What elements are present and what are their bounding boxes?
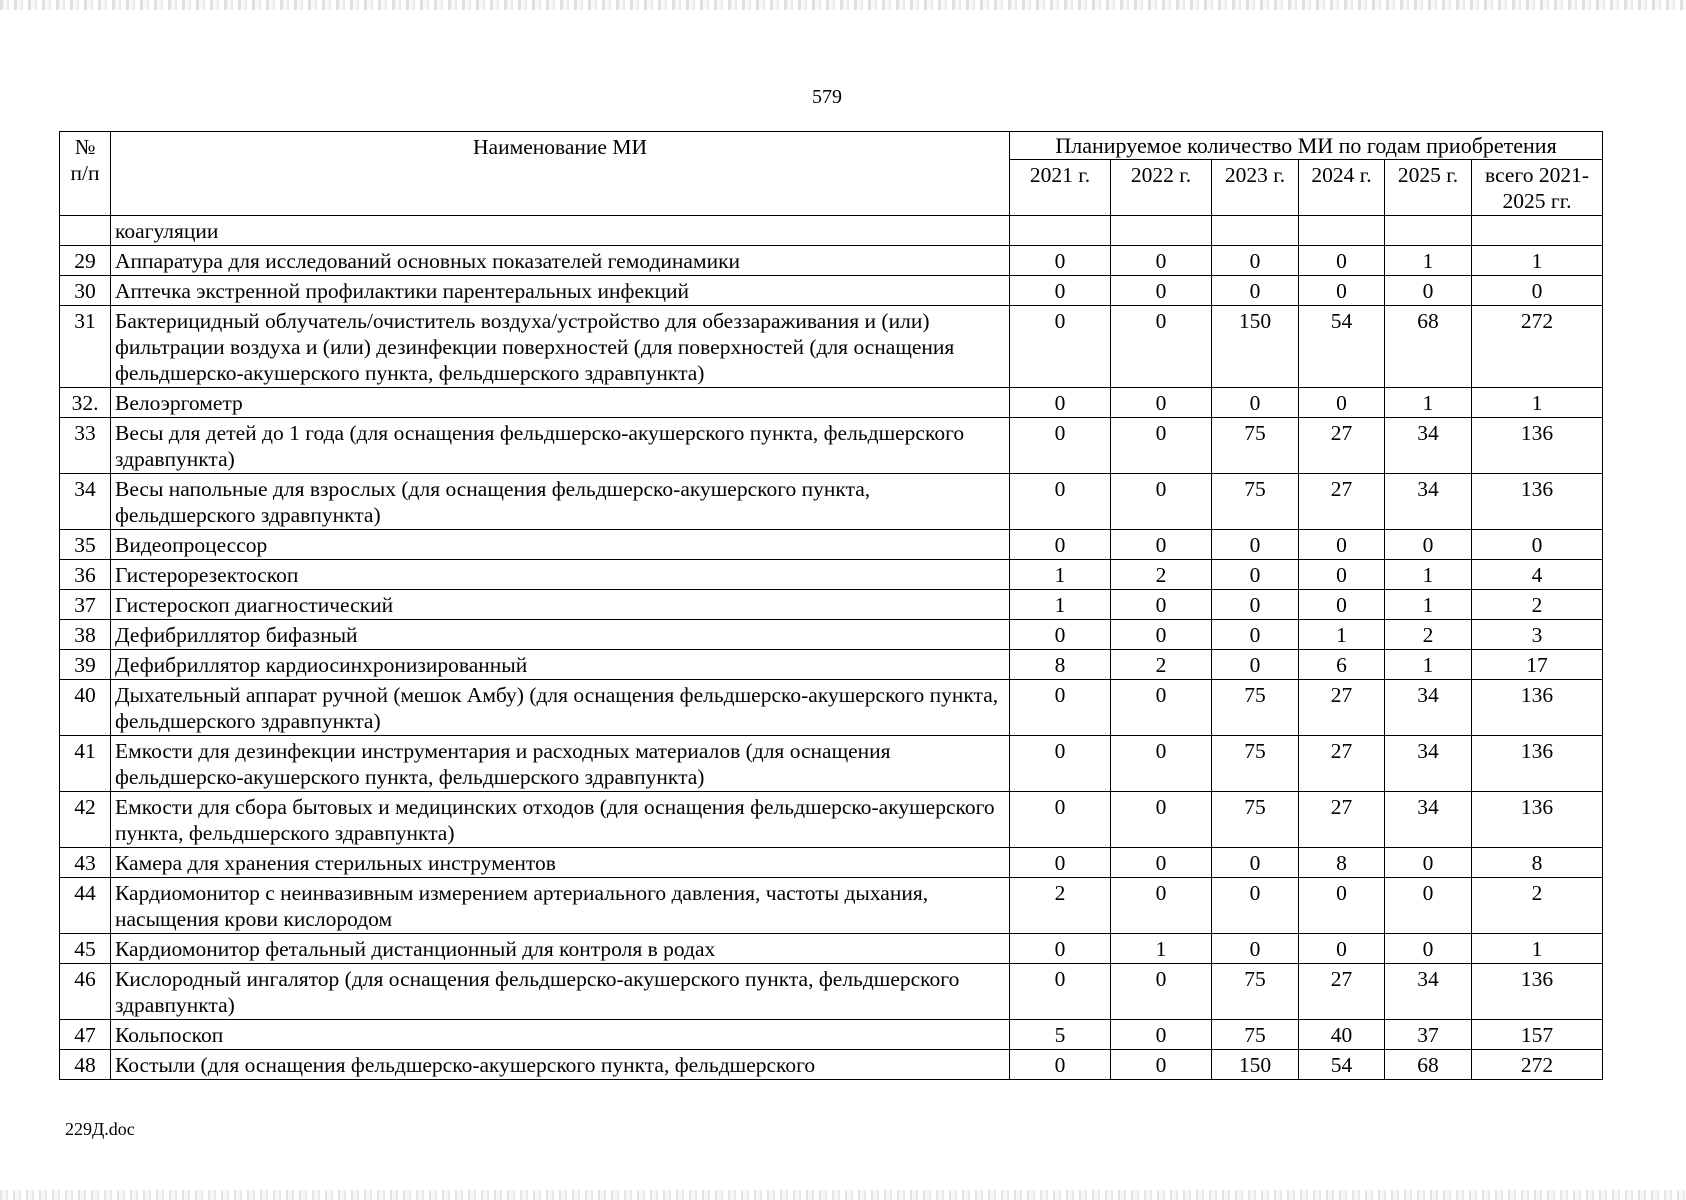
qty-2022: 0: [1111, 246, 1212, 276]
qty-2025: 0: [1385, 878, 1472, 934]
qty-2025: 0: [1385, 848, 1472, 878]
page-number: 579: [812, 86, 842, 108]
qty-total: 272: [1472, 306, 1603, 388]
qty-2024: 54: [1299, 1050, 1385, 1080]
row-number: 33: [60, 418, 111, 474]
qty-2022: 0: [1111, 1050, 1212, 1080]
qty-2021: 0: [1010, 306, 1111, 388]
item-name: Велоэргометр: [111, 388, 1010, 418]
item-name: Дефибриллятор бифазный: [111, 620, 1010, 650]
qty-2023: 0: [1212, 560, 1299, 590]
qty-2024: 27: [1299, 680, 1385, 736]
item-name: Дыхательный аппарат ручной (мешок Амбу) (для оснащения фельдшерско-акушерского пункта, фельдшерского здравпункта): [111, 680, 1010, 736]
table-row: [60, 1020, 1603, 1050]
item-name: Бактерицидный облучатель/очиститель воздуха/устройство для обеззараживания и (или) фильтрации воздуха и (или) дезинфекции поверхностей (для поверхностей (для оснащения фельдшерско-акушерского пункта, фельдшерского здравпункта): [111, 306, 1010, 388]
qty-2021: 1: [1010, 560, 1111, 590]
item-name: коагуляции: [111, 216, 1010, 246]
qty-total: 136: [1472, 680, 1603, 736]
row-number: 38: [60, 620, 111, 650]
qty-2024: 27: [1299, 792, 1385, 848]
item-name: Аптечка экстренной профилактики парентеральных инфекций: [111, 276, 1010, 306]
item-name: Кардиомонитор с неинвазивным измерением артериального давления, частоты дыхания, насыщения крови кислородом: [111, 878, 1010, 934]
row-number: 40: [60, 680, 111, 736]
qty-2024: 1: [1299, 620, 1385, 650]
table-row: [60, 246, 1603, 276]
table-row: [60, 680, 1603, 736]
qty-total: 1: [1472, 934, 1603, 964]
qty-2023: 150: [1212, 306, 1299, 388]
qty-2021: 0: [1010, 246, 1111, 276]
row-number: 48: [60, 1050, 111, 1080]
row-number: 44: [60, 878, 111, 934]
qty-total: [1472, 216, 1603, 246]
row-number: 43: [60, 848, 111, 878]
header-year-2022: 2022 г.: [1111, 160, 1212, 216]
qty-2022: 0: [1111, 792, 1212, 848]
qty-2021: 0: [1010, 530, 1111, 560]
header-planned-quantity: Планируемое количество МИ по годам приобретения: [1010, 132, 1603, 160]
qty-2021: 2: [1010, 878, 1111, 934]
qty-2023: 150: [1212, 1050, 1299, 1080]
qty-2023: 75: [1212, 680, 1299, 736]
row-number: 30: [60, 276, 111, 306]
qty-2024: 6: [1299, 650, 1385, 680]
row-number: 37: [60, 590, 111, 620]
qty-2024: 0: [1299, 560, 1385, 590]
row-number: 32.: [60, 388, 111, 418]
qty-2023: 0: [1212, 620, 1299, 650]
qty-2025: 1: [1385, 560, 1472, 590]
document-filename: 229Д.doc: [65, 1119, 135, 1139]
table-row: [60, 590, 1603, 620]
qty-2023: 75: [1212, 418, 1299, 474]
qty-2024: 27: [1299, 418, 1385, 474]
row-number: 36: [60, 560, 111, 590]
qty-2024: 0: [1299, 530, 1385, 560]
qty-total: 272: [1472, 1050, 1603, 1080]
table-row: [60, 388, 1603, 418]
table-row: [60, 306, 1603, 388]
qty-total: 136: [1472, 418, 1603, 474]
qty-2025: 34: [1385, 474, 1472, 530]
qty-2021: 0: [1010, 848, 1111, 878]
table-body: [60, 216, 1603, 1080]
qty-2024: 0: [1299, 276, 1385, 306]
header-year-2025: 2025 г.: [1385, 160, 1472, 216]
table-row: [60, 964, 1603, 1020]
qty-total: 136: [1472, 474, 1603, 530]
qty-total: 2: [1472, 590, 1603, 620]
item-name: Гистероскоп диагностический: [111, 590, 1010, 620]
qty-2023: 0: [1212, 246, 1299, 276]
header-name: Наименование МИ: [111, 132, 1010, 216]
qty-total: 0: [1472, 530, 1603, 560]
row-number: 42: [60, 792, 111, 848]
qty-2023: 0: [1212, 650, 1299, 680]
qty-2025: 34: [1385, 736, 1472, 792]
header-year-2023: 2023 г.: [1212, 160, 1299, 216]
table-row: [60, 216, 1603, 246]
scan-edge-bottom: [0, 1190, 1686, 1200]
item-name: Емкости для сбора бытовых и медицинских отходов (для оснащения фельдшерско-акушерского пункта, фельдшерского здравпункта): [111, 792, 1010, 848]
qty-2022: 0: [1111, 474, 1212, 530]
row-number: 31: [60, 306, 111, 388]
header-year-2021: 2021 г.: [1010, 160, 1111, 216]
qty-2023: 0: [1212, 848, 1299, 878]
qty-2022: 0: [1111, 878, 1212, 934]
item-name: Видеопроцессор: [111, 530, 1010, 560]
qty-2023: 0: [1212, 878, 1299, 934]
qty-2025: 34: [1385, 680, 1472, 736]
qty-2025: 0: [1385, 276, 1472, 306]
row-number: [60, 216, 111, 246]
qty-2023: 75: [1212, 1020, 1299, 1050]
qty-2022: 1: [1111, 934, 1212, 964]
row-number: 45: [60, 934, 111, 964]
qty-2021: 1: [1010, 590, 1111, 620]
qty-total: 157: [1472, 1020, 1603, 1050]
table-row: [60, 934, 1603, 964]
qty-total: 4: [1472, 560, 1603, 590]
qty-2021: 0: [1010, 680, 1111, 736]
qty-2024: 27: [1299, 474, 1385, 530]
qty-2022: 0: [1111, 620, 1212, 650]
qty-2025: 34: [1385, 964, 1472, 1020]
qty-2022: 0: [1111, 848, 1212, 878]
qty-2023: 0: [1212, 388, 1299, 418]
row-number: 47: [60, 1020, 111, 1050]
table-row: [60, 530, 1603, 560]
table-row: [60, 878, 1603, 934]
qty-2025: 1: [1385, 246, 1472, 276]
qty-total: 1: [1472, 246, 1603, 276]
item-name: Камера для хранения стерильных инструментов: [111, 848, 1010, 878]
row-number: 34: [60, 474, 111, 530]
table-row: [60, 418, 1603, 474]
qty-2025: 1: [1385, 590, 1472, 620]
qty-2022: 2: [1111, 560, 1212, 590]
item-name: Кольпоскоп: [111, 1020, 1010, 1050]
qty-total: 136: [1472, 736, 1603, 792]
qty-2025: 0: [1385, 530, 1472, 560]
qty-2024: 0: [1299, 934, 1385, 964]
qty-2021: 0: [1010, 792, 1111, 848]
qty-2025: 34: [1385, 418, 1472, 474]
equipment-table: [59, 131, 1603, 1080]
qty-2021: 0: [1010, 620, 1111, 650]
item-name: Костыли (для оснащения фельдшерско-акушерского пункта, фельдшерского: [111, 1050, 1010, 1080]
table-row: [60, 620, 1603, 650]
item-name: Кардиомонитор фетальный дистанционный для контроля в родах: [111, 934, 1010, 964]
qty-2021: 0: [1010, 1050, 1111, 1080]
qty-2024: 0: [1299, 246, 1385, 276]
qty-2021: 0: [1010, 418, 1111, 474]
qty-2024: 40: [1299, 1020, 1385, 1050]
table-row: [60, 276, 1603, 306]
table-row: [60, 1050, 1603, 1080]
qty-2023: 75: [1212, 474, 1299, 530]
qty-2021: 8: [1010, 650, 1111, 680]
qty-2025: 68: [1385, 306, 1472, 388]
qty-2024: 8: [1299, 848, 1385, 878]
qty-2024: 54: [1299, 306, 1385, 388]
qty-total: 8: [1472, 848, 1603, 878]
table-row: [60, 736, 1603, 792]
header-year-2024: 2024 г.: [1299, 160, 1385, 216]
row-number: 35: [60, 530, 111, 560]
qty-2025: 1: [1385, 388, 1472, 418]
qty-2022: 0: [1111, 276, 1212, 306]
qty-2022: 0: [1111, 388, 1212, 418]
item-name: Кислородный ингалятор (для оснащения фельдшерско-акушерского пункта, фельдшерского здравпункта): [111, 964, 1010, 1020]
qty-2022: [1111, 216, 1212, 246]
table-row: [60, 792, 1603, 848]
qty-total: 0: [1472, 276, 1603, 306]
row-number: 46: [60, 964, 111, 1020]
qty-2022: 0: [1111, 590, 1212, 620]
qty-2022: 0: [1111, 418, 1212, 474]
qty-2021: 0: [1010, 964, 1111, 1020]
qty-2023: [1212, 216, 1299, 246]
table-row: [60, 650, 1603, 680]
qty-total: 136: [1472, 964, 1603, 1020]
row-number: 41: [60, 736, 111, 792]
qty-2025: 2: [1385, 620, 1472, 650]
qty-2025: 1: [1385, 650, 1472, 680]
qty-2021: 0: [1010, 474, 1111, 530]
qty-2024: 0: [1299, 388, 1385, 418]
qty-2021: 0: [1010, 934, 1111, 964]
qty-2023: 0: [1212, 530, 1299, 560]
qty-total: 136: [1472, 792, 1603, 848]
qty-2024: 27: [1299, 964, 1385, 1020]
qty-total: 3: [1472, 620, 1603, 650]
qty-2023: 0: [1212, 276, 1299, 306]
qty-2025: 68: [1385, 1050, 1472, 1080]
qty-2023: 0: [1212, 934, 1299, 964]
item-name: Весы для детей до 1 года (для оснащения фельдшерско-акушерского пункта, фельдшерского здравпункта): [111, 418, 1010, 474]
scan-edge-top: [0, 0, 1686, 10]
qty-2022: 0: [1111, 964, 1212, 1020]
qty-2022: 2: [1111, 650, 1212, 680]
qty-total: 17: [1472, 650, 1603, 680]
qty-2025: 37: [1385, 1020, 1472, 1050]
qty-2024: 0: [1299, 590, 1385, 620]
qty-2021: 0: [1010, 276, 1111, 306]
item-name: Емкости для дезинфекции инструментария и расходных материалов (для оснащения фельдшерско-акушерского пункта, фельдшерского здравпункта): [111, 736, 1010, 792]
qty-2022: 0: [1111, 1020, 1212, 1050]
qty-2024: 27: [1299, 736, 1385, 792]
qty-2022: 0: [1111, 530, 1212, 560]
qty-2023: 75: [1212, 736, 1299, 792]
qty-2025: 0: [1385, 934, 1472, 964]
qty-2023: 75: [1212, 792, 1299, 848]
qty-2023: 0: [1212, 590, 1299, 620]
row-number: 39: [60, 650, 111, 680]
header-num: № п/п: [60, 132, 111, 216]
qty-2022: 0: [1111, 736, 1212, 792]
qty-2024: [1299, 216, 1385, 246]
qty-total: 1: [1472, 388, 1603, 418]
table-row: [60, 560, 1603, 590]
item-name: Гистерорезектоскоп: [111, 560, 1010, 590]
qty-2023: 75: [1212, 964, 1299, 1020]
item-name: Аппаратура для исследований основных показателей гемодинамики: [111, 246, 1010, 276]
table-row: [60, 474, 1603, 530]
qty-2022: 0: [1111, 306, 1212, 388]
qty-2022: 0: [1111, 680, 1212, 736]
qty-2021: 0: [1010, 736, 1111, 792]
header-total: всего 2021-2025 гг.: [1472, 160, 1603, 216]
item-name: Весы напольные для взрослых (для оснащения фельдшерско-акушерского пункта, фельдшерского здравпункта): [111, 474, 1010, 530]
qty-2025: 34: [1385, 792, 1472, 848]
item-name: Дефибриллятор кардиосинхронизированный: [111, 650, 1010, 680]
qty-2021: 0: [1010, 388, 1111, 418]
row-number: 29: [60, 246, 111, 276]
table-header: [60, 132, 1603, 216]
qty-total: 2: [1472, 878, 1603, 934]
table-row: [60, 848, 1603, 878]
qty-2024: 0: [1299, 878, 1385, 934]
qty-2021: [1010, 216, 1111, 246]
qty-2025: [1385, 216, 1472, 246]
qty-2021: 5: [1010, 1020, 1111, 1050]
